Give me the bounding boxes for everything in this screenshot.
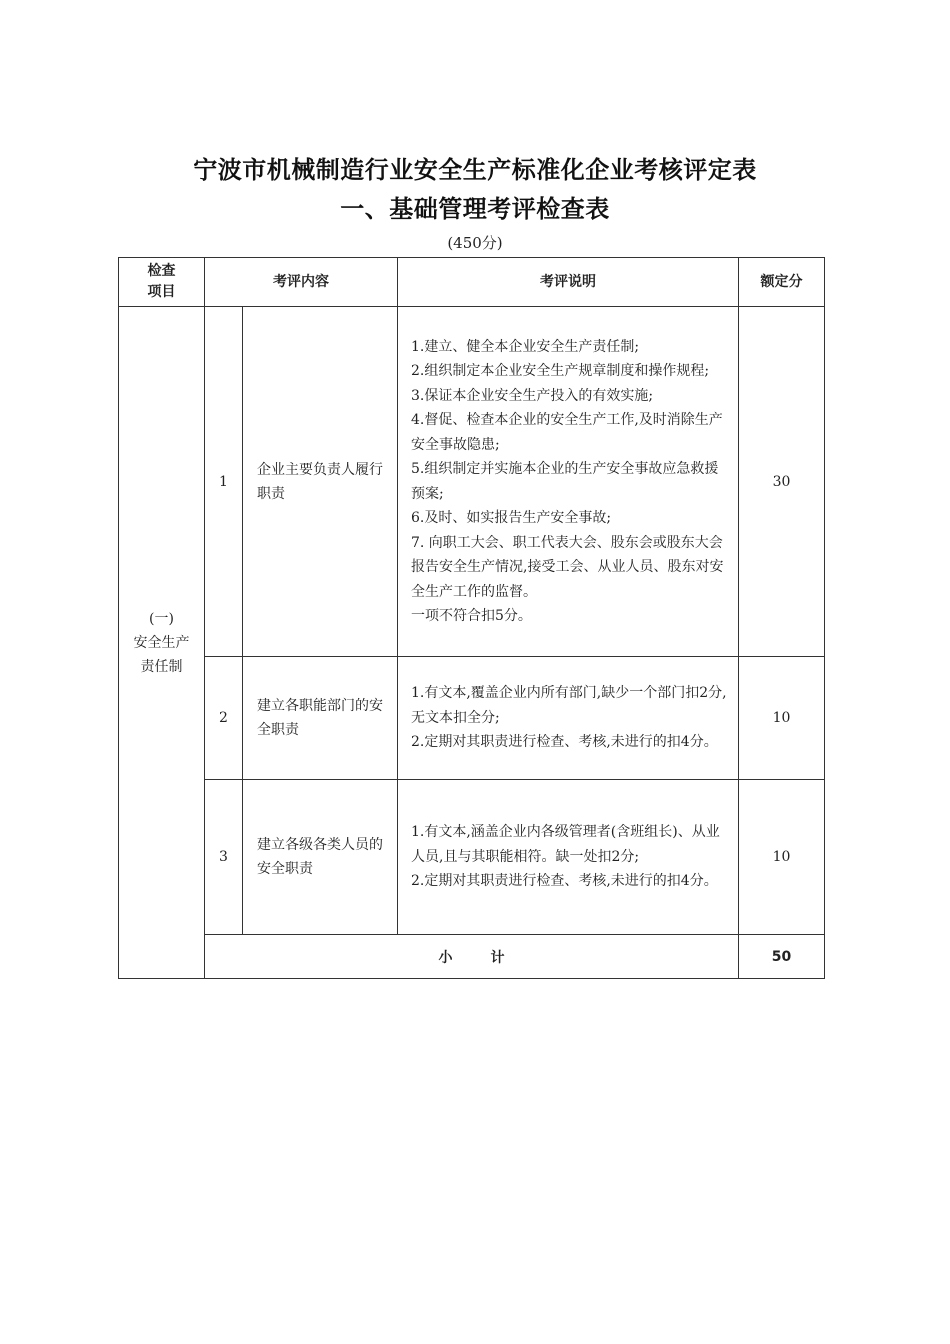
- category-cell: [119, 307, 205, 979]
- category-number: (一): [149, 610, 174, 627]
- category-name-line1: 安全生产: [133, 634, 190, 651]
- row-description: [398, 307, 739, 657]
- description-line: 6.及时、如实报告生产安全事故;: [411, 510, 612, 526]
- row-number: 3: [205, 780, 243, 935]
- row-content: 建立各职能部门的安全职责: [243, 657, 398, 780]
- description-line: 2.定期对其职责进行检查、考核,未进行的扣4分。: [411, 873, 718, 890]
- description-line: 7. 向职工大会、职工代表大会、股东会或股东大会报告安全生产情况,接受工会、从业人员、股东对安全生产工作的监督。: [411, 534, 724, 600]
- row-content: 企业主要负责人履行职责: [243, 307, 398, 657]
- document-subtitle: 一、基础管理考评检查表: [340, 195, 610, 223]
- row-number: 1: [205, 307, 243, 657]
- table-row: [119, 657, 825, 780]
- category-name-line2: 责任制: [140, 658, 183, 675]
- description-line: 1.有文本,覆盖企业内所有部门,缺少一个部门扣2分,无文本扣全分;: [411, 685, 727, 726]
- row-score: 10: [739, 657, 825, 780]
- row-number: 2: [205, 657, 243, 780]
- row-description: [398, 657, 739, 780]
- header-content: 考评内容: [205, 258, 398, 307]
- header-check-item: 检查 项目: [119, 258, 205, 307]
- description-line: 2.组织制定本企业安全生产规章制度和操作规程;: [411, 363, 710, 379]
- description-line: 一项不符合扣5分。: [411, 608, 532, 624]
- table-row: [119, 780, 825, 935]
- description-line: 2.定期对其职责进行检查、考核,未进行的扣4分。: [411, 734, 718, 751]
- description-line: 1.有文本,涵盖企业内各级管理者(含班组长)、从业人员,且与其职能相符。缺一处扣2分;: [411, 824, 720, 865]
- evaluation-table: [118, 257, 825, 979]
- description-line: 4.督促、检查本企业的安全生产工作,及时消除生产安全事故隐患;: [411, 412, 723, 453]
- header-description: 考评说明: [398, 258, 739, 307]
- subtotal-label: 小 计: [205, 935, 739, 979]
- subtotal-value: 50: [739, 935, 825, 979]
- row-score: 30: [739, 307, 825, 657]
- description-line: 1.建立、健全本企业安全生产责任制;: [411, 338, 640, 355]
- subtotal-row: [119, 935, 825, 979]
- row-score: 10: [739, 780, 825, 935]
- row-description: [398, 780, 739, 935]
- description-line: 5.组织制定并实施本企业的生产安全事故应急救援预案;: [411, 461, 719, 502]
- description-line: 3.保证本企业安全生产投入的有效实施;: [411, 387, 654, 404]
- document-title: 宁波市机械制造行业安全生产标准化企业考核评定表: [193, 156, 757, 184]
- table-row: [119, 307, 825, 657]
- total-score: (450分): [447, 234, 503, 252]
- header-score: 额定分: [739, 258, 825, 307]
- row-content: 建立各级各类人员的安全职责: [243, 780, 398, 935]
- table-header-row: [119, 258, 825, 307]
